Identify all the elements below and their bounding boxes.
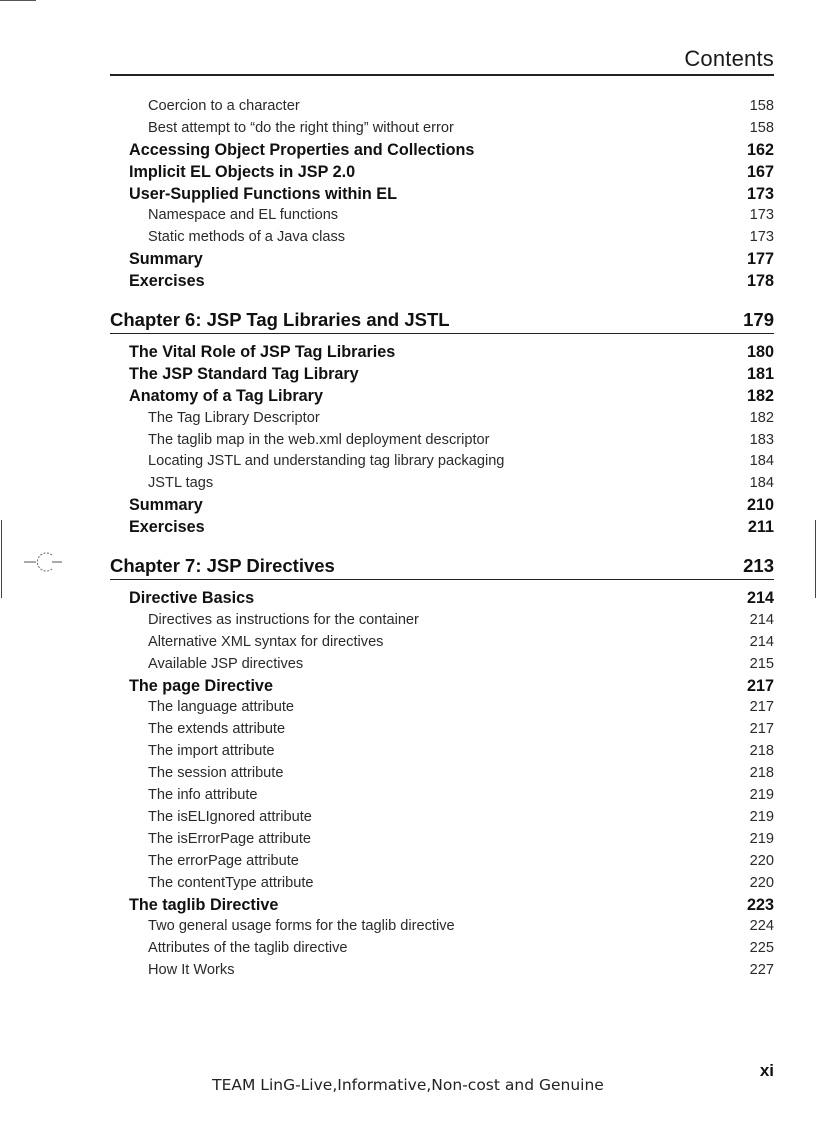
toc-entry-title: The isErrorPage attribute xyxy=(148,830,312,847)
toc-entry-page: 224 xyxy=(749,918,774,935)
toc-entry-page: 162 xyxy=(746,140,774,159)
toc-entry-title: The taglib map in the web.xml deployment descriptor xyxy=(148,431,490,448)
toc-subsection-row xyxy=(110,851,774,873)
toc-entry-page: 178 xyxy=(746,272,774,291)
toc-subsection-row xyxy=(110,227,774,249)
toc-entry-page: 217 xyxy=(749,721,774,738)
toc-entry-title: The errorPage attribute xyxy=(148,852,299,869)
toc-subsection-row xyxy=(110,785,774,807)
footer-credit-text: TEAM LinG-Live,Informative,Non-cost and Genuine xyxy=(212,1076,604,1094)
toc-entry-title: The info attribute xyxy=(148,787,258,804)
toc-entry-page: 184 xyxy=(749,453,774,470)
toc-section-row xyxy=(110,364,774,386)
toc-subsection-row xyxy=(110,938,774,960)
toc-subsection-row xyxy=(110,960,774,982)
toc-entry-title: User-Supplied Functions within EL xyxy=(129,184,397,203)
toc-entry-title: Summary xyxy=(129,250,203,269)
toc-entry-title: The language attribute xyxy=(148,699,295,716)
toc-section-row xyxy=(110,249,774,271)
crop-mark-left xyxy=(1,520,2,598)
toc-entry-page: 218 xyxy=(749,765,774,782)
toc-subsection-row xyxy=(110,610,774,632)
toc-entry-page: 219 xyxy=(749,808,774,825)
toc-section-row xyxy=(110,588,774,610)
toc-entry-title: Namespace and EL functions xyxy=(148,207,339,224)
toc-section-row xyxy=(110,495,774,517)
toc-entry-title: The contentType attribute xyxy=(148,874,314,891)
running-header-title: Contents xyxy=(684,46,774,71)
toc-entry-page: 210 xyxy=(746,496,774,515)
toc-chapter-row xyxy=(110,307,774,334)
toc-entry-title: Directives as instructions for the container xyxy=(148,611,419,628)
toc-entry-title: The Tag Library Descriptor xyxy=(148,409,320,426)
toc-section-row xyxy=(110,517,774,539)
header-rule xyxy=(110,74,774,76)
toc-entry-title: Directive Basics xyxy=(129,589,255,608)
page-number: xi xyxy=(759,1061,774,1080)
toc-entry-page: 182 xyxy=(749,409,774,426)
toc-entry-page: 215 xyxy=(749,655,774,672)
toc-subsection-row xyxy=(110,205,774,227)
toc-subsection-row xyxy=(110,473,774,495)
toc-section-row xyxy=(110,140,774,162)
toc-entry-title: The isELIgnored attribute xyxy=(148,808,312,825)
toc-entry-page: 173 xyxy=(749,229,774,246)
toc-section-row xyxy=(110,184,774,206)
toc-section-row xyxy=(110,386,774,408)
toc-entry-title: Coercion to a character xyxy=(148,98,300,114)
toc-entry-title: Locating JSTL and understanding tag library packaging xyxy=(148,453,505,470)
toc-entry-title: Available JSP directives xyxy=(148,655,304,672)
registration-mark-icon xyxy=(22,552,64,572)
toc-entry-page: 158 xyxy=(749,119,774,136)
toc-entry-title: Implicit EL Objects in JSP 2.0 xyxy=(129,162,356,181)
toc-entry-page: 180 xyxy=(746,343,774,362)
toc-subsection-row xyxy=(110,807,774,829)
toc-entry-title: Attributes of the taglib directive xyxy=(148,940,348,957)
toc-entry-page: 219 xyxy=(749,830,774,847)
toc-subsection-row xyxy=(110,916,774,938)
toc-subsection-row xyxy=(110,763,774,785)
toc-entry-title: Accessing Object Properties and Collections xyxy=(129,140,475,159)
toc-entry-title: Chapter 7: JSP Directives xyxy=(110,555,335,577)
toc-entry-title: The extends attribute xyxy=(148,721,286,738)
toc-chapter-row xyxy=(110,553,774,580)
toc-entry-title: The page Directive xyxy=(129,676,273,695)
toc-subsection-row xyxy=(110,408,774,430)
toc-entry-page: 220 xyxy=(749,874,774,891)
toc-entry-page: 183 xyxy=(749,431,774,448)
toc-subsection-row xyxy=(110,632,774,654)
toc-section-row xyxy=(110,676,774,698)
toc-section-row xyxy=(110,342,774,364)
toc-entry-title: The session attribute xyxy=(148,765,284,782)
toc-entry-title: Best attempt to “do the right thing” without error xyxy=(148,119,454,136)
toc-entry-title: Summary xyxy=(129,496,203,515)
toc-entry-page: 211 xyxy=(747,518,774,537)
toc-entry-page: 181 xyxy=(746,364,774,383)
toc-entry-title: The taglib Directive xyxy=(129,895,279,914)
table-of-contents xyxy=(110,96,774,982)
toc-entry-title: Anatomy of a Tag Library xyxy=(129,386,323,405)
toc-entry-title: Chapter 6: JSP Tag Libraries and JSTL xyxy=(110,309,450,331)
toc-section-row xyxy=(110,162,774,184)
toc-entry-page: 214 xyxy=(749,611,774,628)
toc-entry-page: 214 xyxy=(746,589,774,608)
toc-subsection-row xyxy=(110,118,774,140)
toc-entry-page: 219 xyxy=(749,787,774,804)
toc-entry-title: JSTL tags xyxy=(148,475,214,492)
toc-entry-title: Exercises xyxy=(129,518,205,537)
toc-entry-page: 218 xyxy=(749,743,774,760)
toc-entry-title: Two general usage forms for the taglib directive xyxy=(148,918,455,935)
toc-subsection-row xyxy=(110,96,774,118)
toc-entry-title: The JSP Standard Tag Library xyxy=(129,364,359,383)
toc-entry-page: 173 xyxy=(746,184,774,203)
toc-subsection-row xyxy=(110,741,774,763)
toc-entry-page: 177 xyxy=(746,250,774,269)
toc-subsection-row xyxy=(110,654,774,676)
toc-entry-page: 167 xyxy=(746,162,774,181)
crop-mark-top-left xyxy=(0,0,36,1)
toc-entry-page: 173 xyxy=(749,207,774,224)
toc-entry-title: Alternative XML syntax for directives xyxy=(148,633,384,650)
toc-entry-page: 214 xyxy=(749,633,774,650)
toc-entry-title: The import attribute xyxy=(148,743,275,760)
toc-entry-page: 225 xyxy=(749,940,774,957)
toc-entry-title: Static methods of a Java class xyxy=(148,229,346,246)
toc-entry-title: How It Works xyxy=(148,962,235,979)
toc-entry-page: 217 xyxy=(749,699,774,716)
toc-entry-page: 217 xyxy=(746,676,774,695)
toc-entry-page: 227 xyxy=(749,962,774,979)
toc-subsection-row xyxy=(110,430,774,452)
toc-entry-page: 213 xyxy=(743,555,774,577)
toc-subsection-row xyxy=(110,451,774,473)
toc-section-row xyxy=(110,895,774,917)
toc-subsection-row xyxy=(110,697,774,719)
toc-entry-page: 184 xyxy=(749,475,774,492)
toc-entry-page: 158 xyxy=(749,98,774,114)
toc-subsection-row xyxy=(110,873,774,895)
toc-entry-title: The Vital Role of JSP Tag Libraries xyxy=(129,343,396,362)
toc-entry-page: 223 xyxy=(746,895,774,914)
toc-subsection-row xyxy=(110,829,774,851)
toc-subsection-row xyxy=(110,719,774,741)
toc-entry-page: 220 xyxy=(749,852,774,869)
toc-entry-page: 182 xyxy=(746,386,774,405)
toc-section-row xyxy=(110,271,774,293)
toc-entry-title: Exercises xyxy=(129,272,205,291)
toc-entry-page: 179 xyxy=(743,309,774,331)
